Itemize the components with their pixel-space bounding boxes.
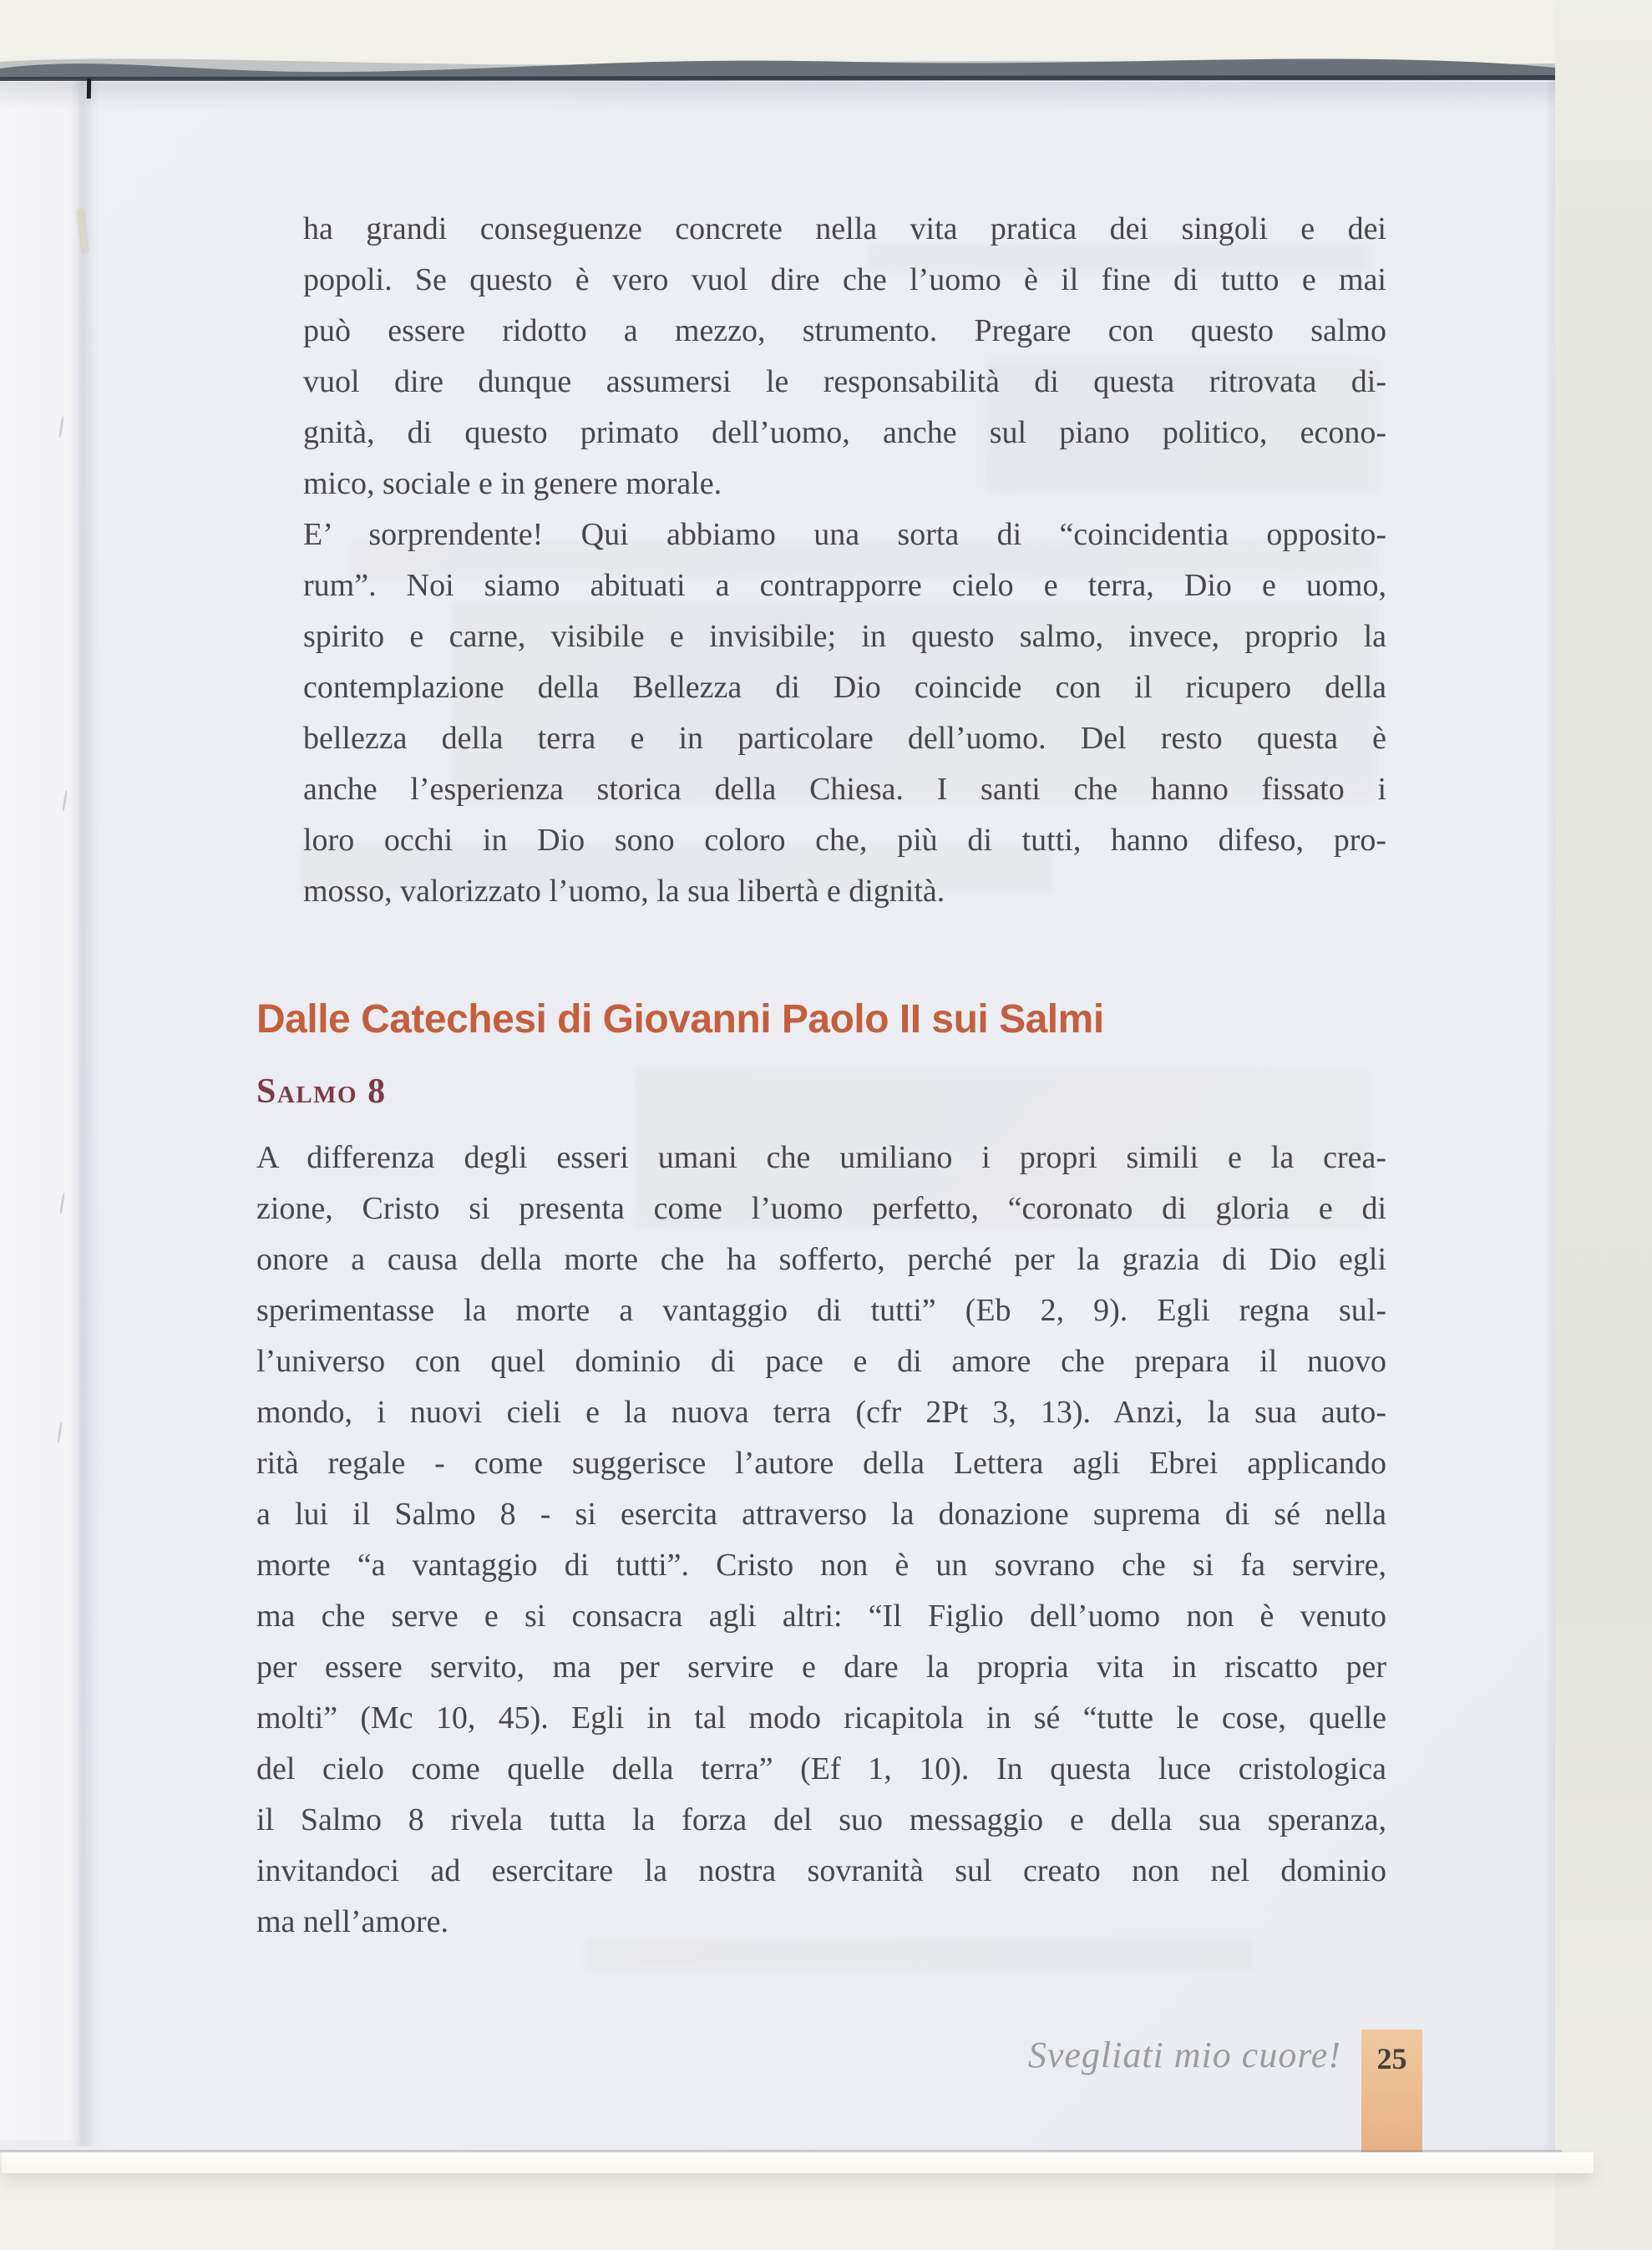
page-right-edge-shade bbox=[1543, 77, 1555, 2151]
paragraph-line: gnità, di questo primato dell’uomo, anche sul piano politico, econo- bbox=[303, 415, 1386, 450]
page-gutter-edge bbox=[0, 77, 79, 2140]
running-title: Svegliati mio cuore! bbox=[1027, 2035, 1341, 2075]
page-number-tab bbox=[1361, 2030, 1422, 2152]
paragraph-line: mico, sociale e in genere morale. bbox=[303, 466, 722, 501]
paragraph-line: ma che serve e si consacra agli altri: “Il Figlio dell’uomo non è venuto bbox=[256, 1599, 1386, 1634]
psalm-subheading: Salmo 8 bbox=[256, 1072, 387, 1111]
paragraph-line: onore a causa della morte che ha sofferto, perché per la grazia di Dio egli bbox=[256, 1242, 1386, 1277]
paragraph-line: molti” (Mc 10, 45). Egli in tal modo ricapitola in sé “tutte le cose, quelle bbox=[256, 1700, 1386, 1736]
paragraph-line: contemplazione della Bellezza di Dio coincide con il ricupero della bbox=[303, 670, 1386, 705]
paragraph-line: del cielo come quelle della terra” (Ef 1, 10). In questa luce cristologica bbox=[256, 1751, 1386, 1786]
paragraph-line: vuol dire dunque assumersi le responsabilità di questa ritrovata di- bbox=[303, 364, 1386, 399]
paragraph-line: invitandoci ad esercitare la nostra sovranità sul creato non nel dominio bbox=[256, 1853, 1386, 1888]
paragraph-line: bellezza della terra e in particolare dell’uomo. Del resto questa è bbox=[303, 721, 1386, 756]
paragraph-line: A differenza degli esseri umani che umiliano i propri simili e la crea- bbox=[256, 1140, 1386, 1175]
paragraph-line: mondo, i nuovi cieli e la nuova terra (cfr 2Pt 3, 13). Anzi, la sua auto- bbox=[256, 1395, 1386, 1430]
paragraph-line: mosso, valorizzato l’uomo, la sua libertà e dignità. bbox=[303, 874, 945, 909]
section-heading: Dalle Catechesi di Giovanni Paolo II sui Salmi bbox=[256, 997, 1104, 1041]
paragraph-line: morte “a vantaggio di tutti”. Cristo non è un sovrano che si fa servire, bbox=[256, 1548, 1386, 1583]
paragraph-line: l’universo con quel dominio di pace e di amore che prepara il nuovo bbox=[256, 1344, 1386, 1379]
body-paragraph-2 bbox=[256, 1133, 1386, 1948]
paragraph-line: ma nell’amore. bbox=[256, 1904, 449, 1939]
paragraph-line: sperimentasse la morte a vantaggio di tutti” (Eb 2, 9). Egli regna sul- bbox=[256, 1293, 1386, 1328]
paragraph-line: può essere ridotto a mezzo, strumento. Pregare con questo salmo bbox=[303, 313, 1386, 348]
paragraph-line: rità regale - come suggerisce l’autore della Lettera agli Ebrei applicando bbox=[256, 1446, 1386, 1481]
paragraph-line: loro occhi in Dio sono coloro che, più di tutti, hanno difeso, pro- bbox=[303, 823, 1386, 858]
body-paragraph-1 bbox=[303, 204, 1386, 917]
paragraph-line: rum”. Noi siamo abituati a contrapporre cielo e terra, Dio e uomo, bbox=[303, 568, 1386, 603]
scanner-background-right bbox=[1555, 0, 1652, 2250]
paragraph-line: il Salmo 8 rivela tutta la forza del suo messaggio e della sua speranza, bbox=[256, 1802, 1386, 1837]
page-number: 25 bbox=[1376, 2042, 1407, 2075]
paragraph-line: ha grandi conseguenze concrete nella vita pratica dei singoli e dei bbox=[303, 211, 1386, 246]
paragraph-line: per essere servito, ma per servire e dare la propria vita in riscatto per bbox=[256, 1649, 1386, 1685]
paragraph-line: anche l’esperienza storica della Chiesa. I santi che hanno fissato i bbox=[303, 772, 1386, 807]
binding-crease bbox=[70, 77, 99, 2146]
paragraph-line: a lui il Salmo 8 - si esercita attraverso la donazione suprema di sé nella bbox=[256, 1497, 1386, 1532]
paragraph-line: popoli. Se questo è vero vuol dire che l’uomo è il fine di tutto e mai bbox=[303, 262, 1386, 297]
under-page-edge bbox=[2, 2152, 1594, 2173]
paragraph-line: spirito e carne, visibile e invisibile; in questo salmo, invece, proprio la bbox=[303, 619, 1386, 654]
paragraph-line: zione, Cristo si presenta come l’uomo perfetto, “coronato di gloria e di bbox=[256, 1191, 1386, 1226]
binding-tick-mark bbox=[87, 79, 91, 99]
page-top-soft-shadow bbox=[0, 82, 1555, 110]
paragraph-line: E’ sorprendente! Qui abbiamo una sorta di “coincidentia opposito- bbox=[303, 517, 1386, 552]
